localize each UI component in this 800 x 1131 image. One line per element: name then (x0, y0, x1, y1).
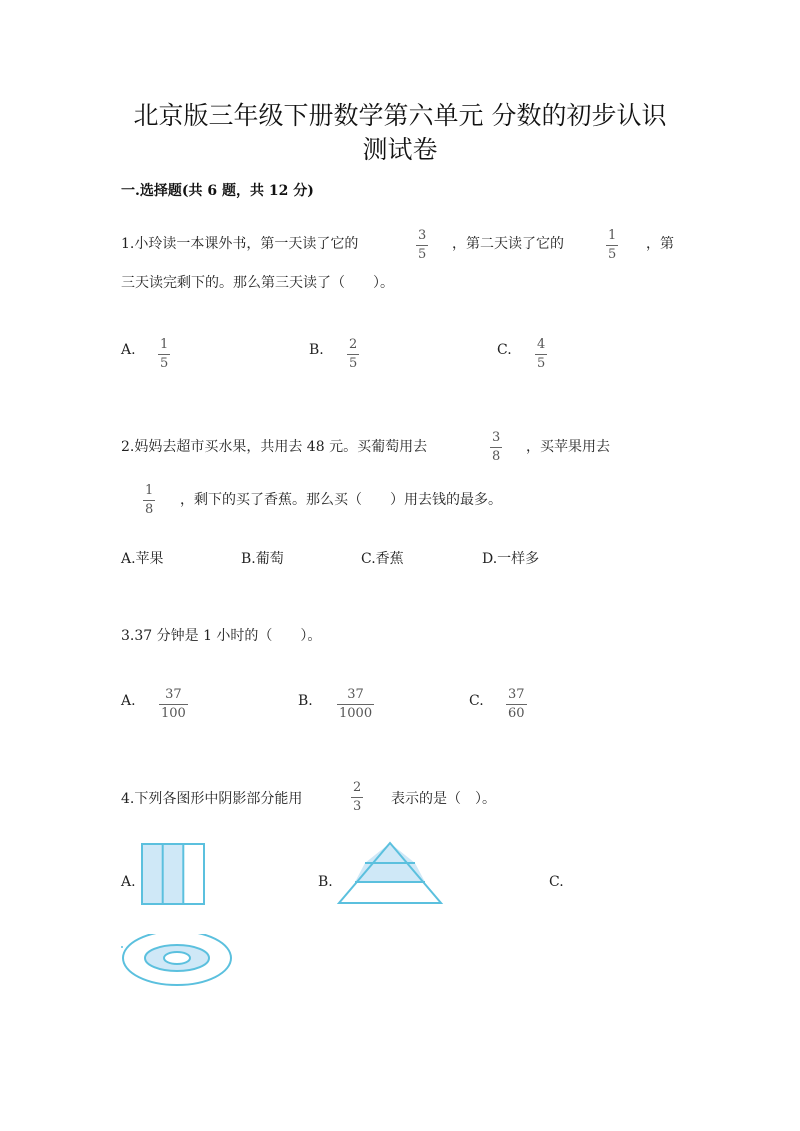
q3-opt-c-num: 37 (508, 687, 525, 702)
q2-frac2-num: 1 (145, 483, 154, 498)
q4-option-c-label[interactable]: C. (549, 874, 564, 890)
q3-option-b-label[interactable]: B. (298, 693, 313, 709)
q3-opt-b-num: 37 (347, 687, 364, 702)
q4-fraction (351, 780, 363, 815)
q1-fraction-1 (416, 228, 428, 263)
q2-text-a: 2.妈妈去超市买水果，共用去 48 元。买葡萄用去 (121, 439, 428, 455)
q2-frac1-num: 3 (492, 430, 501, 445)
q2-fraction-1 (490, 430, 502, 465)
q1-opt-b-num: 2 (349, 337, 358, 352)
q3-opt-a-num: 37 (165, 687, 182, 702)
q1-frac1-num: 3 (418, 228, 427, 243)
q3-option-c-label[interactable]: C. (469, 693, 484, 709)
q3-option-a-fraction[interactable] (159, 687, 188, 722)
q4-option-c-ellipse-figure[interactable] (118, 934, 236, 992)
q1-opt-b-den: 5 (349, 356, 358, 371)
q2-frac1-den: 8 (492, 449, 501, 464)
q2-option-c[interactable]: C.香蕉 (361, 551, 404, 567)
q1-text-c: ，第 (646, 236, 674, 252)
q1-opt-c-den: 5 (537, 356, 546, 371)
q1-text-line2: 三天读完剩下的。那么第三天读了（ ）。 (121, 275, 394, 291)
q4-frac-den: 3 (353, 799, 362, 814)
q4-option-b-triangle-figure[interactable] (336, 840, 444, 906)
q4-option-a-label[interactable]: A. (121, 874, 136, 890)
q1-opt-a-den: 5 (160, 356, 169, 371)
q1-option-a-fraction[interactable] (158, 337, 170, 372)
q1-opt-a-num: 1 (160, 337, 169, 352)
q2-option-d[interactable]: D.一样多 (482, 551, 540, 567)
q3-option-a-label[interactable]: A. (121, 693, 136, 709)
q4-text-b: 表示的是（ ）。 (391, 791, 496, 807)
page-title-line1: 北京版三年级下册数学第六单元 分数的初步认识 (133, 101, 667, 130)
q2-frac2-den: 8 (145, 502, 154, 517)
q2-option-b[interactable]: B.葡萄 (241, 551, 284, 567)
q1-opt-c-num: 4 (537, 337, 546, 352)
q4-option-b-label[interactable]: B. (318, 874, 333, 890)
q3-opt-b-den: 1000 (339, 706, 373, 721)
q3-opt-c-den: 60 (508, 706, 525, 721)
q1-option-b-label[interactable]: B. (309, 342, 324, 358)
q2-fraction-2 (143, 483, 155, 518)
q1-option-c-fraction[interactable] (535, 337, 547, 372)
q4-frac-num: 2 (353, 780, 362, 795)
q1-frac2-den: 5 (608, 247, 617, 262)
section-title: 一.选择题(共 6 题，共 12 分) (121, 183, 314, 199)
q1-frac2-num: 1 (608, 228, 617, 243)
q2-text-b: ，买苹果用去 (526, 439, 610, 455)
q1-text-b: ，第二天读了它的 (452, 236, 564, 252)
q1-option-a-label[interactable]: A. (121, 342, 136, 358)
q2-text-c: ，剩下的买了香蕉。那么买（ ）用去钱的最多。 (180, 492, 502, 508)
q2-option-a[interactable]: A.苹果 (121, 551, 164, 567)
q1-option-c-label[interactable]: C. (497, 342, 512, 358)
q1-text-a: 1.小玲读一本课外书，第一天读了它的 (121, 236, 359, 252)
q4-option-a-rectangle-figure[interactable] (140, 842, 206, 906)
q3-option-c-fraction[interactable] (506, 687, 527, 722)
q1-frac1-den: 5 (418, 247, 427, 262)
q1-option-b-fraction[interactable] (347, 337, 359, 372)
q3-opt-a-den: 100 (161, 706, 186, 721)
q3-option-b-fraction[interactable] (337, 687, 374, 722)
q3-text: 3.37 分钟是 1 小时的（ ）。 (121, 628, 322, 644)
page-title-line2: 测试卷 (362, 135, 438, 164)
q4-text-a: 4.下列各图形中阴影部分能用 (121, 791, 303, 807)
q1-fraction-2 (606, 228, 618, 263)
